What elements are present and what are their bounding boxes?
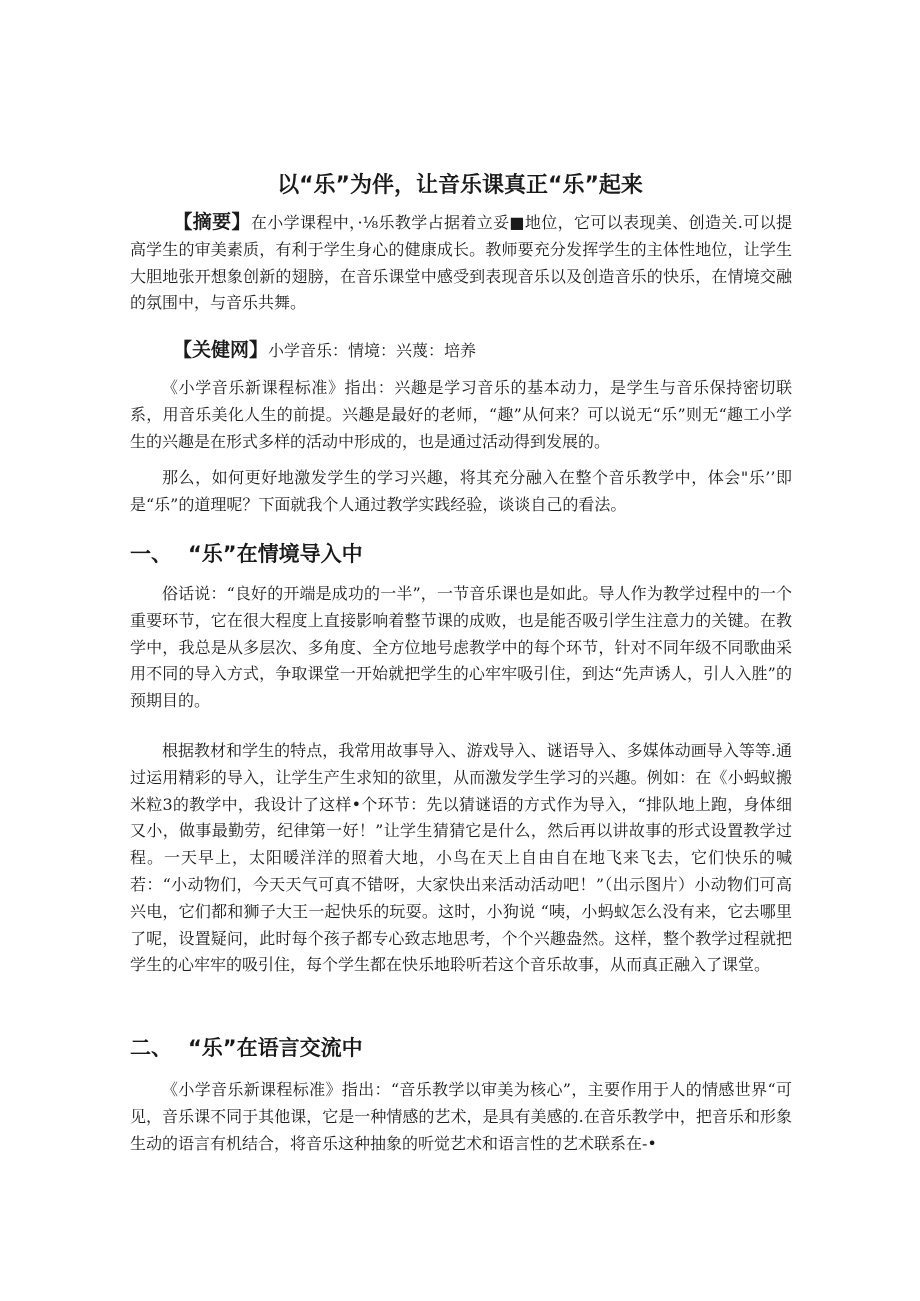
section-1-paragraph-1: 俗话说：“良好的开端是成功的一半”，一节音乐课也是如此。导人作为教学过程中的一个重要环节，它在很大程度上直接影响着整节课的成败，也是能否吸引学生注意力的关键。在教学中，我总是从多层次、多角度、全方位地号虑教学中的每个环节，针对不同年级不同歌曲采用不同的导入方式，争取课堂一开始就把学生的心牢牢吸引住，到达“先声诱人，引人入胜”的预期目的。 <box>130 584 792 711</box>
section-1-heading <box>130 538 363 568</box>
section-1-title: “乐”在情境导入中 <box>188 542 363 566</box>
keywords-text: 小学音乐：情境：兴蔑：培养 <box>268 341 477 360</box>
abstract-text: 在小学课程中，·⅛乐教学占据着立妥■地位，它可以表现美、创造关.可以提高学生的审美素质，有利于学生身心的健康成长。教师要充分发挥学生的主体性地位，让学生大胆地张开想象创新的翅膀，在音乐课堂中感受到表现音乐以及创造音乐的快乐，在情境交融的氛围中，与音乐共舞。 <box>130 213 792 313</box>
section-1-paragraph-2: 根据教材和学生的特点，我常用故事导入、游戏导入、谜语导入、多媒体动画导入等等.通过运用精彩的导入，让学生产生求知的欲里，从而激发学生学习的兴趣。例如：在《小蚂蚁搬米粒3的教学中，我设计了这样•个环节：先以猜谜语的方式作为导入，“排队地上跑，身体细又小，做事最勤劳，纪律第一好！”让学生猜猜它是什么，然后再以讲故事的形式设置教学过程。一天早上，太阳暖洋洋的照着大地，小鸟在天上自由自在地飞来飞去，它们快乐的喊若：“小动物们，今天天气可真不错呀，大家快出来活动活动吧！”（出示图片）小动物们可高兴电，它们都和狮子大王一起快乐的玩耍。这时，小狗说 “咦，小蚂蚁怎么没有来，它去哪里了呢，设置疑问，此时每个孩子都专心致志地思考，个个兴趣盎然。这样，整个教学过程就把学生的心牢牢的吸引住，每个学生都在快乐地聆听若这个音乐故事，从而真正融入了课堂。 <box>130 741 792 975</box>
keywords-label: 【关健网】 <box>173 339 269 361</box>
section-2-title: “乐”在语言交流中 <box>188 1036 363 1060</box>
section-2-paragraph-1: 《小学音乐新课程标准》指出：“音乐教学以审美为核心”，主要作用于人的情感世界“可见，音乐课不同于其他课，它是一种情感的艺术，是具有美感的.在音乐教学中，把音乐和形象生动的语言有机结合，将音乐这种抽象的听觉艺术和语言性的艺术联系在-• <box>130 1080 792 1153</box>
abstract-label: 【摘要】 <box>173 211 251 233</box>
document-title: 以“乐”为伴，让音乐课真正“乐”起来 <box>277 173 643 198</box>
keywords-paragraph <box>130 337 792 365</box>
section-2-number: 二、 <box>130 1036 172 1060</box>
section-2-heading <box>130 1032 363 1062</box>
abstract-paragraph <box>130 209 792 317</box>
intro-paragraph-2: 那么，如何更好地激发学生的学习兴趣，将其充分融入在整个音乐教学中，体会"乐’’即是“乐”的道理呢？下面就我个人通过教学实践经验，谈谈自己的看法。 <box>130 468 792 514</box>
intro-paragraph-1: 《小学音乐新课程标准》指出：兴趣是学习音乐的基本动力，是学生与音乐保持密切联系，用音乐美化人生的前提。兴趣是最好的老师，“趣”从何来？可以说无“乐”则无“趣工小学生的兴趣是在形式多样的活动中形成的，也是通过活动得到发展的。 <box>130 378 792 451</box>
section-1-number: 一、 <box>130 542 172 566</box>
